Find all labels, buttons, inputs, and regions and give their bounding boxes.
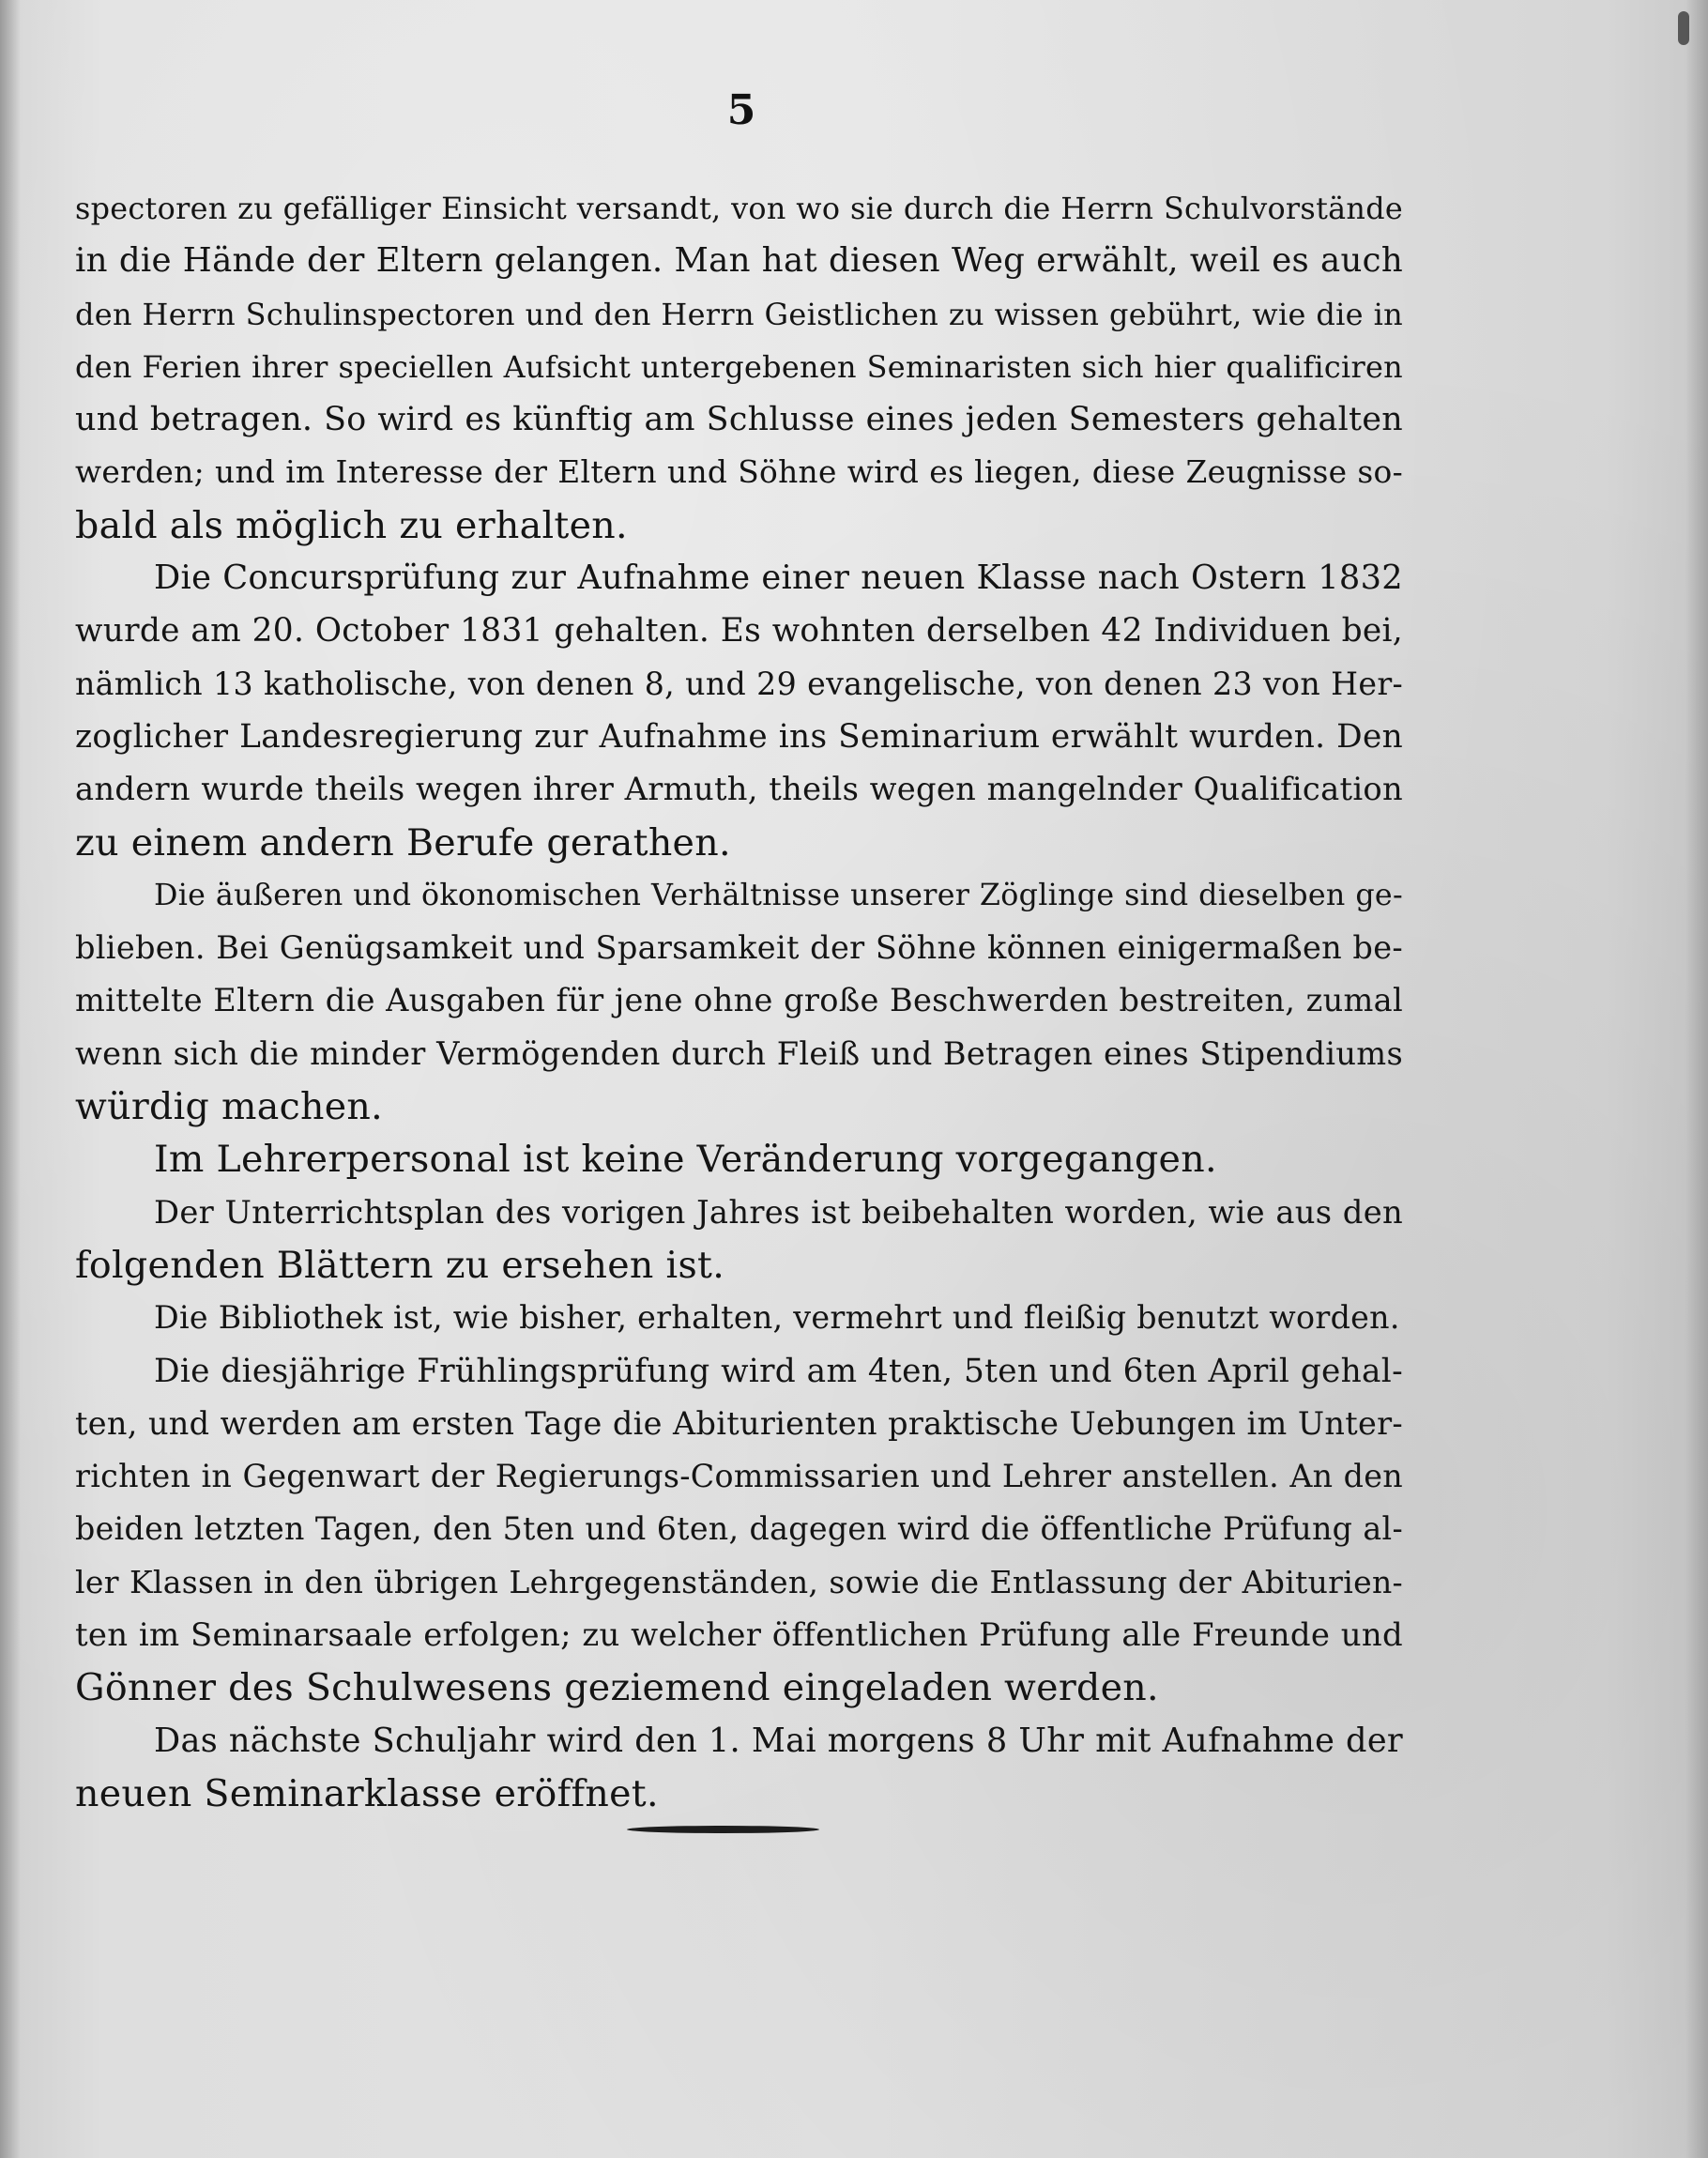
text-line: den Ferien ihrer speciellen Aufsicht untergebenen Seminaristen sich hier qualificiren	[75, 348, 1403, 385]
text-line: Die äußeren und ökonomischen Verhältnisse unserer Zöglinge sind dieselben ge-	[154, 878, 1403, 912]
text-line: Die Bibliothek ist, wie bisher, erhalten, vermehrt und fleißig benutzt worden.	[154, 1299, 1400, 1337]
text-line: nämlich 13 katholische, von denen 8, und 29 evangelische, von denen 23 von Her-	[75, 665, 1403, 702]
text-line: beiden letzten Tagen, den 5ten und 6ten, dagegen wird die öffentliche Prüfung al-	[75, 1510, 1403, 1548]
text-line: bald als möglich zu erhalten.	[75, 503, 628, 547]
page-edge-left	[0, 0, 21, 2158]
text-line: spectoren zu gefälliger Einsicht versandt, von wo sie durch die Herrn Schulvorstände	[75, 191, 1403, 226]
text-line: zoglicher Landesregierung zur Aufnahme ins Seminarium erwählt wurden. Den	[75, 717, 1403, 756]
text-line: werden; und im Interesse der Eltern und Söhne wird es liegen, diese Zeugnisse so-	[75, 454, 1403, 491]
text-line: zu einem andern Berufe gerathen.	[75, 820, 731, 865]
text-line: wenn sich die minder Vermögenden durch Fleiß und Betragen eines Stipendiums	[75, 1034, 1403, 1072]
page-edge-right	[1685, 0, 1708, 2158]
text-line: Das nächste Schuljahr wird den 1. Mai morgens 8 Uhr mit Aufnahme der	[154, 1721, 1403, 1760]
text-line: neuen Seminarklasse eröffnet.	[75, 1771, 659, 1815]
text-line: richten in Gegenwart der Regierungs-Commissarien und Lehrer anstellen. An den	[75, 1458, 1403, 1495]
text-line: Die diesjährige Frühlingsprüfung wird am 4ten, 5ten und 6ten April gehal-	[154, 1352, 1403, 1390]
page-number: 5	[726, 86, 756, 134]
text-line: blieben. Bei Genügsamkeit und Sparsamkeit der Söhne können einigermaßen be-	[75, 929, 1403, 967]
text-line: ten, und werden am ersten Tage die Abiturienten praktische Uebungen im Unter-	[75, 1404, 1403, 1442]
text-line: ler Klassen in den übrigen Lehrgegenständen, sowie die Entlassung der Abiturien-	[75, 1563, 1403, 1600]
corner-mark	[1678, 11, 1689, 45]
text-line: in die Hände der Eltern gelangen. Man hat diesen Weg erwählt, weil es auch	[75, 241, 1403, 281]
text-line: den Herrn Schulinspectoren und den Herrn Geistlichen zu wissen gebührt, wie die in	[75, 296, 1403, 332]
text-line: wurde am 20. October 1831 gehalten. Es wohnten derselben 42 Individuen bei,	[75, 612, 1403, 650]
text-line: mittelte Eltern die Ausgaben für jene ohne große Beschwerden bestreiten, zumal	[75, 982, 1403, 1019]
text-line: würdig machen.	[75, 1085, 384, 1129]
text-line: und betragen. So wird es künftig am Schlusse eines jeden Semesters gehalten	[75, 401, 1403, 439]
text-line: Der Unterrichtsplan des vorigen Jahres ist beibehalten worden, wie aus den	[154, 1193, 1403, 1231]
text-line: Im Lehrerpersonal ist keine Veränderung vorgegangen.	[154, 1138, 1217, 1182]
body-text	[75, 182, 1403, 1820]
closing-rule	[627, 1826, 819, 1833]
text-line: ten im Seminarsaale erfolgen; zu welcher öffentlichen Prüfung alle Freunde und	[75, 1616, 1403, 1654]
text-line: andern wurde theils wegen ihrer Armuth, theils wegen mangelnder Qualification	[75, 771, 1403, 808]
text-line: Die Concursprüfung zur Aufnahme einer neuen Klasse nach Ostern 1832	[154, 559, 1403, 598]
text-line: Gönner des Schulwesens geziemend eingeladen werden.	[75, 1666, 1159, 1710]
text-line: folgenden Blättern zu ersehen ist.	[75, 1243, 725, 1287]
